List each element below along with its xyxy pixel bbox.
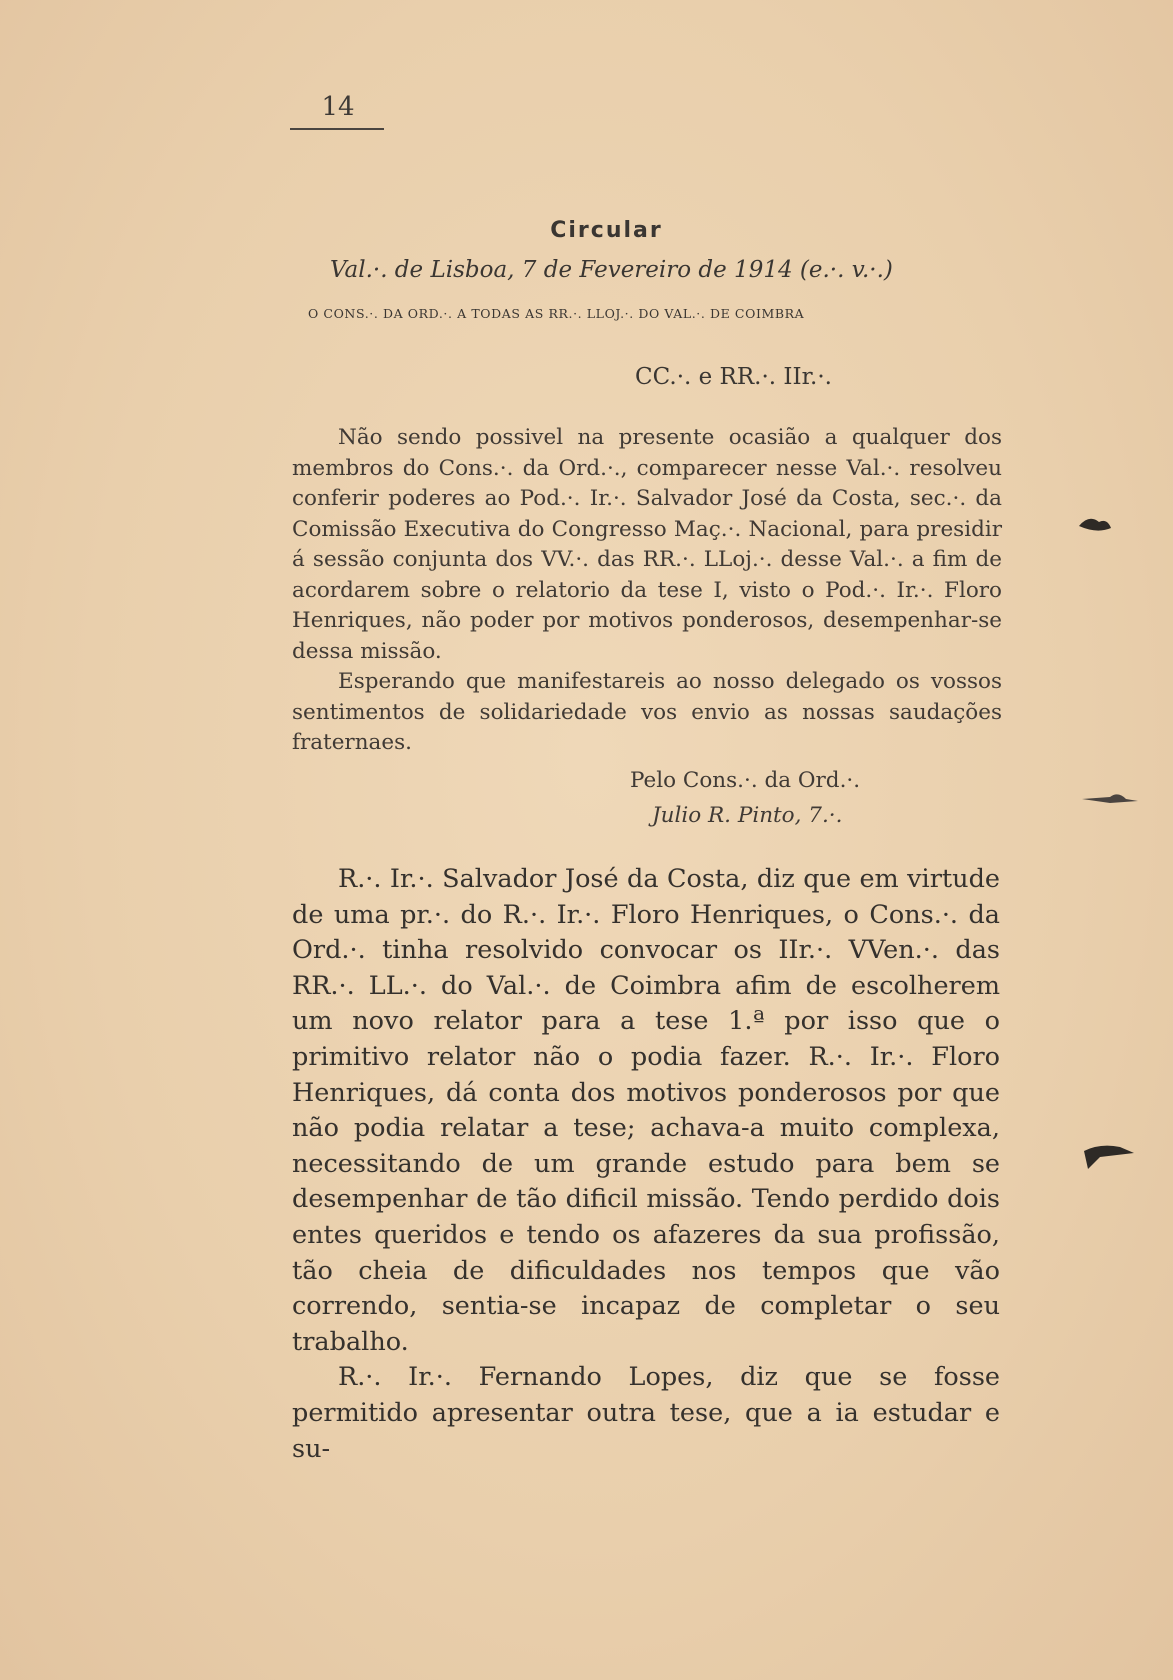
minutes-paragraph: R.·. Ir.·. Salvador José da Costa, diz que em virtude de uma pr.·. do R.·. Ir.·. Floro Henriques, o Cons.·. da Ord.·. tinha resolvido convocar os IIr.·. VVen.·. das RR.·. LL.·. do Val.·. de Coimbra afim de escolherem um novo relator para a tese 1.ª por isso que o primitivo relator não o podia fazer. R.·. Ir.·. Floro Henriques, dá conta dos motivos ponderosos por que não podia relatar a tese; achava-a muito complexa, necessitando de um grande estudo para bem se desempenhar de tão dificil missão. Tendo perdido dois entes queridos e tendo os afazeres da sua profissão, tão cheia de dificuldades nos tempos que vão correndo, sentia-se incapaz de completar o seu trabalho. [292,864,1000,1357]
binding-hole-mark [1075,510,1115,540]
binding-hole-mark [1080,1135,1140,1175]
page-number: 14 [321,92,355,122]
letter-paragraph: Esperando que manifestareis ao nosso delegado os vossos sentimentos de solidariedade vos envio as nossas saudações fraternaes. [292,669,1002,755]
circular-heading: Circular [550,218,663,243]
page-number-rule [290,128,384,130]
address-line: O CONS.·. DA ORD.·. A TODAS AS RR.·. LLOJ.·. DO VAL.·. DE COIMBRA [308,306,805,321]
letter-paragraph: Não sendo possivel na presente ocasião a qualquer dos membros do Cons.·. da Ord.·., comparecer nesse Val.·. resolveu conferir poderes ao Pod.·. Ir.·. Salvador José da Costa, sec.·. da Comissão Executiva do Congresso Maç.·. Nacional, para presidir á sessão conjunta dos VV.·. das RR.·. LLoj.·. desse Val.·. a fim de acordarem sobre o relatorio da tese I, visto o Pod.·. Ir.·. Floro Henriques, não poder por motivos ponderosos, desempenhar-se dessa missão. [292,425,1002,664]
minutes-body [292,862,1000,1467]
signature-name: Julio R. Pinto, 7.·. [652,803,843,828]
dateline: Val.·. de Lisboa, 7 de Fevereiro de 1914 (e.·. v.·.) [330,257,893,283]
letter-body [292,423,1002,759]
minutes-paragraph: R.·. Ir.·. Fernando Lopes, diz que se fosse permitido apresentar outra tese, que a ia estudar e su- [292,1362,1000,1464]
signature-line: Pelo Cons.·. da Ord.·. [630,768,861,793]
salutation: CC.·. e RR.·. IIr.·. [635,364,832,390]
binding-hole-mark [1080,785,1140,815]
